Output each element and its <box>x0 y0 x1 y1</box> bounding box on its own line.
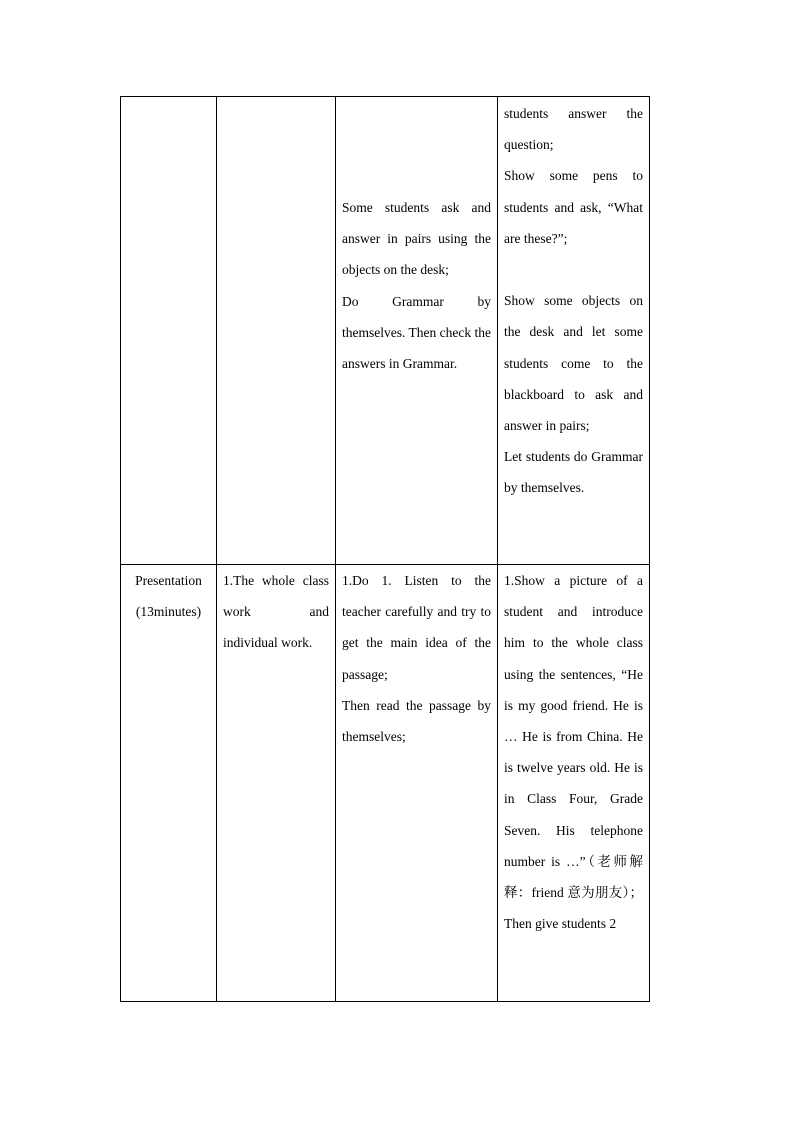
teacher-activity-paragraph: Show some objects on the desk and let some students come to the blackboard to ask and answer in pairs; <box>504 293 643 434</box>
student-activity-paragraph: 1.Do 1. Listen to the teacher carefully and try to get the main idea of the passage; <box>342 573 491 682</box>
table-row <box>121 565 650 1002</box>
teacher-activities-cell <box>498 565 650 1002</box>
teacher-activities-cell <box>498 97 650 565</box>
student-activity-paragraph: Then read the passage by themselves; <box>342 697 491 745</box>
teacher-activity-paragraph: Show some pens to students and ask, “What are these?”; <box>504 168 643 246</box>
paragraph-gap <box>504 254 643 285</box>
student-activities-cell <box>336 97 498 565</box>
organization-cell <box>217 565 336 1002</box>
teacher-activity-paragraph: Let students do Grammar by themselves. <box>504 449 643 496</box>
lesson-plan-table <box>120 96 650 1002</box>
teacher-activity-paragraph: students answer the question; <box>504 106 643 153</box>
organization-cell <box>217 97 336 565</box>
stage-cell <box>121 97 217 565</box>
stage-name: Presentation <box>135 573 202 588</box>
stage-time: (13minutes) <box>135 604 202 620</box>
organization-text: 1.The whole class work and individual work. <box>223 573 329 651</box>
student-activities-cell <box>336 565 498 1002</box>
student-activity-paragraph: Some students ask and answer in pairs using the objects on the desk; <box>342 200 491 278</box>
table-row <box>121 97 650 565</box>
stage-cell <box>121 565 217 1002</box>
teacher-activity-paragraph: 1.Show a picture of a student and introduce him to the whole class using the sentences, “He is my good friend. He is … He is from China. He is twelve years old. He is in Class Four, Grade Seven. His telephone number is …”（老师解释：friend 意为朋友）；Then give students 2 <box>504 573 643 932</box>
student-activity-paragraph: Do Grammar by themselves. Then check the answers in Grammar. <box>342 293 491 372</box>
